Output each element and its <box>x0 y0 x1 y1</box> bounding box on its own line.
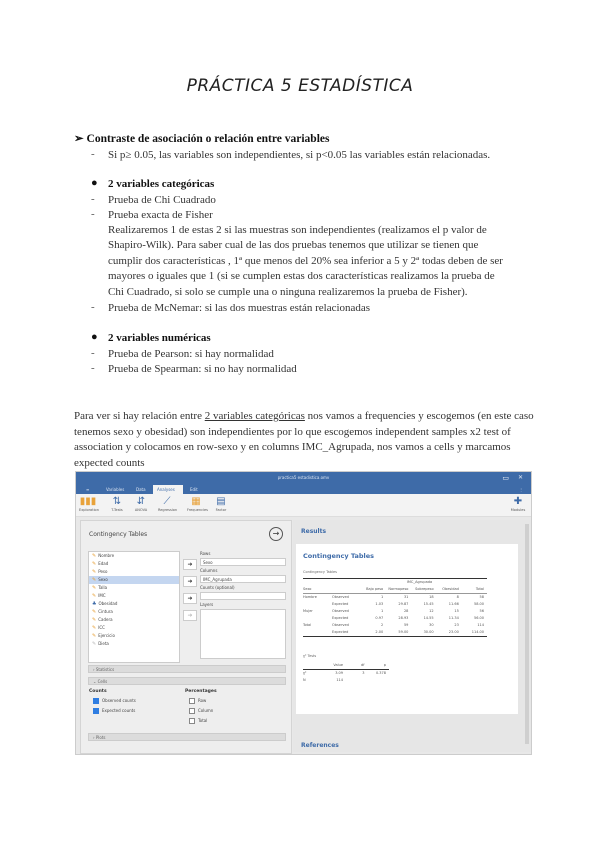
nominal-icon: ✎ <box>92 641 97 647</box>
cell: 11.34 <box>448 616 459 620</box>
dash-bullet-icon: - <box>91 362 95 374</box>
variable-label: IMC <box>98 593 106 598</box>
columns-field[interactable]: IMC_Agrupada <box>200 575 286 583</box>
column-header: Value <box>333 663 343 667</box>
variable-label: ICC <box>98 625 105 630</box>
underlined-text: 2 variables categóricas <box>204 410 305 422</box>
variable-label: Talla <box>98 585 108 590</box>
dot-bullet-icon: ● <box>91 331 98 343</box>
variable-item[interactable] <box>89 592 179 600</box>
variable-item[interactable] <box>89 624 179 632</box>
cell: Hombre <box>303 595 317 599</box>
window-control-icon[interactable]: ▭ <box>502 474 509 482</box>
cell: 29.87 <box>398 602 409 606</box>
counts-field[interactable] <box>200 592 286 600</box>
variable-label: Cintura <box>98 609 113 614</box>
dash-bullet-icon: - <box>91 148 95 160</box>
close-icon[interactable]: ✕ <box>517 474 523 481</box>
nominal-icon: ✎ <box>92 617 97 623</box>
results-scrollbar[interactable] <box>525 524 529 744</box>
move-to-layers-button[interactable]: ➜ <box>183 610 197 621</box>
nominal-icon: ✎ <box>92 577 97 583</box>
cell: χ² <box>303 671 307 675</box>
checkbox-icon <box>189 708 195 714</box>
results-content <box>296 544 518 714</box>
counts-heading: Counts <box>89 689 107 694</box>
variable-item[interactable] <box>89 608 179 616</box>
checkbox-label: Row <box>198 698 207 703</box>
tab-variables[interactable]: Variables <box>106 487 125 492</box>
move-to-rows-button[interactable]: ➜ <box>183 559 197 570</box>
table-row <box>303 670 389 677</box>
cell: 2 <box>380 623 384 627</box>
expected-counts-checkbox[interactable] <box>93 707 135 714</box>
cell: N <box>303 678 306 682</box>
categorical-heading: 2 variables categóricas <box>108 178 215 190</box>
ribbon-label: T-Tests <box>111 508 123 512</box>
cell: Observed <box>332 595 349 599</box>
checkbox-label: Observed counts <box>102 698 136 703</box>
dash-bullet-icon: - <box>91 347 95 359</box>
table-caption: Contingency Tables <box>303 570 337 574</box>
checkbox-label: Column <box>198 708 214 713</box>
nominal-icon: ✎ <box>92 625 97 631</box>
table-row <box>303 594 487 601</box>
variable-list <box>88 551 180 663</box>
list-item: Prueba exacta de Fisher <box>108 209 213 221</box>
table-row <box>303 622 487 629</box>
cell: 114 <box>336 678 343 682</box>
cell: 3.09 <box>335 671 343 675</box>
table-row <box>303 601 487 608</box>
nominal-icon: ✎ <box>92 553 97 559</box>
list-item: Prueba de McNemar: si las dos muestras están relacionadas <box>108 302 371 314</box>
column-header: Sexo <box>303 587 312 591</box>
variable-label: Sexo <box>98 577 108 582</box>
cell: 59.00 <box>398 630 409 634</box>
observed-counts-checkbox[interactable] <box>93 697 136 704</box>
cell <box>346 677 368 684</box>
section-plots[interactable]: › Plots <box>88 733 286 741</box>
modules-icon: ✚ <box>513 496 523 507</box>
ribbon-label: Regression <box>158 508 178 512</box>
nominal-icon: ✎ <box>92 585 97 591</box>
window-title: practica5 estadistica.omv <box>277 475 330 480</box>
more-options-icon[interactable]: ⋮ <box>519 487 523 492</box>
rows-label: Rows <box>200 551 211 556</box>
section-heading-text: Contraste de asociación o relación entre variables <box>86 133 330 145</box>
variable-label: Dieta <box>98 641 109 646</box>
cell: 31 <box>403 595 409 599</box>
ribbon-regression[interactable] <box>158 496 176 512</box>
table-row <box>303 615 487 622</box>
cell <box>303 601 332 608</box>
column-percent-checkbox[interactable] <box>189 707 213 714</box>
variable-item[interactable] <box>89 632 179 640</box>
explanation-line: Realizaremos 1 de estas 2 si las muestras son independientes (realizamos el p valor de <box>108 224 487 236</box>
cell: 30 <box>429 623 434 627</box>
section-label: Plots <box>95 735 106 740</box>
tab-edit[interactable]: Edit <box>190 487 198 492</box>
dash-bullet-icon: - <box>91 208 95 220</box>
variable-label: Cadera <box>98 617 113 622</box>
tab-data[interactable]: Data <box>136 487 146 492</box>
column-header: Total <box>475 587 485 591</box>
table-row <box>303 608 487 615</box>
variable-label: Obesidad <box>98 601 118 606</box>
results-panel <box>293 520 531 752</box>
cell: 15.45 <box>423 602 434 606</box>
explanation-line: Chi Cuadrado, si solo se cumple una o ninguna realizaremos la prueba de Fisher). <box>108 286 468 298</box>
row-percent-checkbox[interactable] <box>189 697 206 704</box>
cell: Total <box>303 623 312 627</box>
results-heading: Contingency Tables <box>303 552 375 560</box>
section-statistics[interactable]: › Statistics <box>88 665 286 673</box>
analyses-ribbon <box>76 494 531 517</box>
variable-item[interactable] <box>89 640 179 648</box>
cell: Expected <box>332 616 349 620</box>
column-group-label: IMC_Agrupada <box>406 580 433 584</box>
regression-icon: ⟋ <box>163 496 171 507</box>
cell: 114 <box>477 623 485 627</box>
cell: 0.97 <box>375 616 384 620</box>
cell: 58 <box>479 595 485 599</box>
cell: 15 <box>454 609 459 613</box>
column-header: Obesidad <box>442 587 459 591</box>
cell: 11.66 <box>448 602 459 606</box>
table-header-row <box>303 662 389 670</box>
explanation-line: cumplir dos características , 1ª que menos del 20% sea inferior a 5 y 2ª todas deben de ser <box>108 255 503 267</box>
rule-line: Si p≥ 0.05, las variables son independientes, si p<0.05 las variables están relacionadas. <box>108 149 491 161</box>
tab-analyses[interactable]: Analyses <box>153 485 183 494</box>
section-label: Cells <box>97 679 108 684</box>
variable-label: Ejercicio <box>98 633 115 638</box>
chi-caption: χ² Tests <box>303 654 317 658</box>
table-row <box>303 677 389 684</box>
checkbox-label: Total <box>198 718 208 723</box>
cell: 2.00 <box>375 630 384 634</box>
cell <box>303 615 332 622</box>
dash-bullet-icon: - <box>91 301 95 313</box>
nominal-icon: ✎ <box>92 633 97 639</box>
dash-bullet-icon: - <box>91 193 95 205</box>
explanation-line: Shapiro-Wilk). Para saber cual de las dos pruebas tenemos que utilizar se tienen que <box>108 239 479 251</box>
cell: 23 <box>454 623 459 627</box>
options-panel <box>80 520 292 754</box>
checkbox-icon <box>189 698 195 704</box>
cell: 23.00 <box>448 630 459 634</box>
section-cells[interactable]: ⌄ Cells <box>88 677 286 685</box>
cell: 56.00 <box>473 616 485 620</box>
variable-item[interactable] <box>89 576 179 584</box>
cell: 0.378 <box>375 671 386 675</box>
cell: 56 <box>479 609 485 613</box>
results-header: Results <box>301 528 327 535</box>
columns-label: Columns <box>200 568 218 573</box>
cell: Observed <box>332 623 349 627</box>
paragraph-text: Para ver si hay relación entre <box>74 410 205 422</box>
list-item: Prueba de Spearman: si no hay normalidad <box>108 363 297 375</box>
group-icon: ♣ <box>92 601 97 607</box>
percentages-heading: Percentages <box>185 689 217 694</box>
cell: 12 <box>429 609 434 613</box>
variable-item[interactable] <box>89 584 179 592</box>
bar-chart-icon: ▮▮▮ <box>79 496 97 507</box>
document-title: PRÁCTICA 5 ESTADÍSTICA <box>186 76 414 96</box>
tab-menu[interactable]: ≡ <box>86 487 90 492</box>
cell: 1 <box>380 595 384 599</box>
run-arrow-icon[interactable]: → <box>269 527 283 541</box>
counts-optional-label: Counts (optional) <box>200 585 235 590</box>
cell: Expected <box>332 602 349 606</box>
cell: Observed <box>332 609 349 613</box>
ribbon-label: Factor <box>215 508 227 512</box>
cell: 14.55 <box>423 616 434 620</box>
cell: Mujer <box>303 609 313 613</box>
ttest-icon: ⇅ <box>112 496 122 507</box>
ribbon-label: ANOVA <box>134 508 148 512</box>
variable-label: Peso <box>98 569 108 574</box>
cell: 1 <box>380 609 384 613</box>
cell: Expected <box>332 630 349 634</box>
variable-item[interactable] <box>89 560 179 568</box>
ribbon-ttests[interactable] <box>108 496 126 512</box>
factor-icon: ▤ <box>216 496 226 507</box>
variable-item[interactable] <box>89 616 179 624</box>
table-header-row <box>303 586 487 594</box>
column-header: p <box>383 663 386 667</box>
cell <box>368 677 390 684</box>
nominal-icon: ✎ <box>92 561 97 567</box>
nominal-icon: ✎ <box>92 593 97 599</box>
cell: 59 <box>403 623 409 627</box>
cell: 58.00 <box>473 602 485 606</box>
table-row <box>303 629 487 637</box>
list-item: Prueba de Pearson: si hay normalidad <box>108 348 274 360</box>
ribbon-label: Exploration <box>79 508 99 512</box>
cell: 18 <box>429 595 434 599</box>
move-to-columns-button[interactable]: ➜ <box>183 576 197 587</box>
column-header <box>332 586 361 593</box>
cell: 1.03 <box>375 602 384 606</box>
rows-field[interactable]: Sexo <box>200 558 286 566</box>
numeric-heading: 2 variables numéricas <box>108 332 211 344</box>
frequencies-icon: ▦ <box>191 496 201 507</box>
ribbon-anova[interactable] <box>132 496 150 512</box>
ribbon-factor[interactable] <box>212 496 230 512</box>
section-heading <box>74 131 329 145</box>
ribbon-modules[interactable] <box>509 496 527 512</box>
variable-label: Nombre <box>98 553 115 558</box>
tab-bar <box>76 484 531 494</box>
variable-item[interactable] <box>89 552 179 560</box>
anova-icon: ⇵ <box>136 496 146 507</box>
variable-item[interactable] <box>89 600 179 608</box>
total-percent-checkbox[interactable] <box>189 717 207 724</box>
ribbon-exploration[interactable] <box>79 496 97 512</box>
cell: 114.00 <box>471 630 485 634</box>
arrow-bullet-icon: ➢ <box>74 133 84 145</box>
checkbox-checked-icon <box>93 708 99 714</box>
cell <box>303 629 332 636</box>
panel-title: Contingency Tables <box>89 531 148 538</box>
move-to-counts-button[interactable]: ➜ <box>183 593 197 604</box>
layers-label: Layers <box>200 602 214 607</box>
nominal-icon: ✎ <box>92 569 97 575</box>
column-header: Bajo peso <box>366 587 384 591</box>
checkbox-icon <box>189 718 195 724</box>
column-header: Normopeso <box>388 587 409 591</box>
table-group-row <box>303 579 487 586</box>
cell: 28 <box>403 609 409 613</box>
chi-square-table <box>303 662 389 684</box>
column-header: df <box>361 663 365 667</box>
dot-bullet-icon: ● <box>91 177 98 189</box>
ribbon-frequencies[interactable] <box>187 496 208 512</box>
cell: 3 <box>362 671 365 675</box>
paragraph-text: nos vamos a frequencies y escogemos (en este caso tenemos sexo y obesidad) son independientes por lo que escogemos independent samples x2 test of association y colocamos en row-sexo y en columns IMC_Agrupada, nos vamos a cells y marcamos expected counts <box>74 410 534 469</box>
checkbox-checked-icon <box>93 698 99 704</box>
column-header <box>303 662 325 669</box>
instructions-paragraph <box>74 409 534 471</box>
jamovi-screenshot <box>75 471 532 755</box>
explanation-line: mayores o iguales que 1 (si se cumplen estas dos características realizamos la prueba de <box>108 270 495 282</box>
nominal-icon: ✎ <box>92 609 97 615</box>
column-header: Sobrepeso <box>415 587 434 591</box>
section-label: Statistics <box>95 667 115 672</box>
list-item: Prueba de Chi Cuadrado <box>108 194 216 206</box>
contingency-table <box>303 578 487 637</box>
cell: 30.00 <box>423 630 434 634</box>
ribbon-label: Frequencies <box>187 508 208 512</box>
references-heading: References <box>301 742 339 749</box>
variable-label: Edad <box>98 561 109 566</box>
cell: 8 <box>456 595 459 599</box>
checkbox-label: Expected counts <box>102 708 136 713</box>
cell: 28.93 <box>398 616 409 620</box>
window-titlebar <box>76 472 531 484</box>
ribbon-label: Modules <box>510 508 526 512</box>
variable-item[interactable] <box>89 568 179 576</box>
layers-field[interactable] <box>200 609 286 659</box>
